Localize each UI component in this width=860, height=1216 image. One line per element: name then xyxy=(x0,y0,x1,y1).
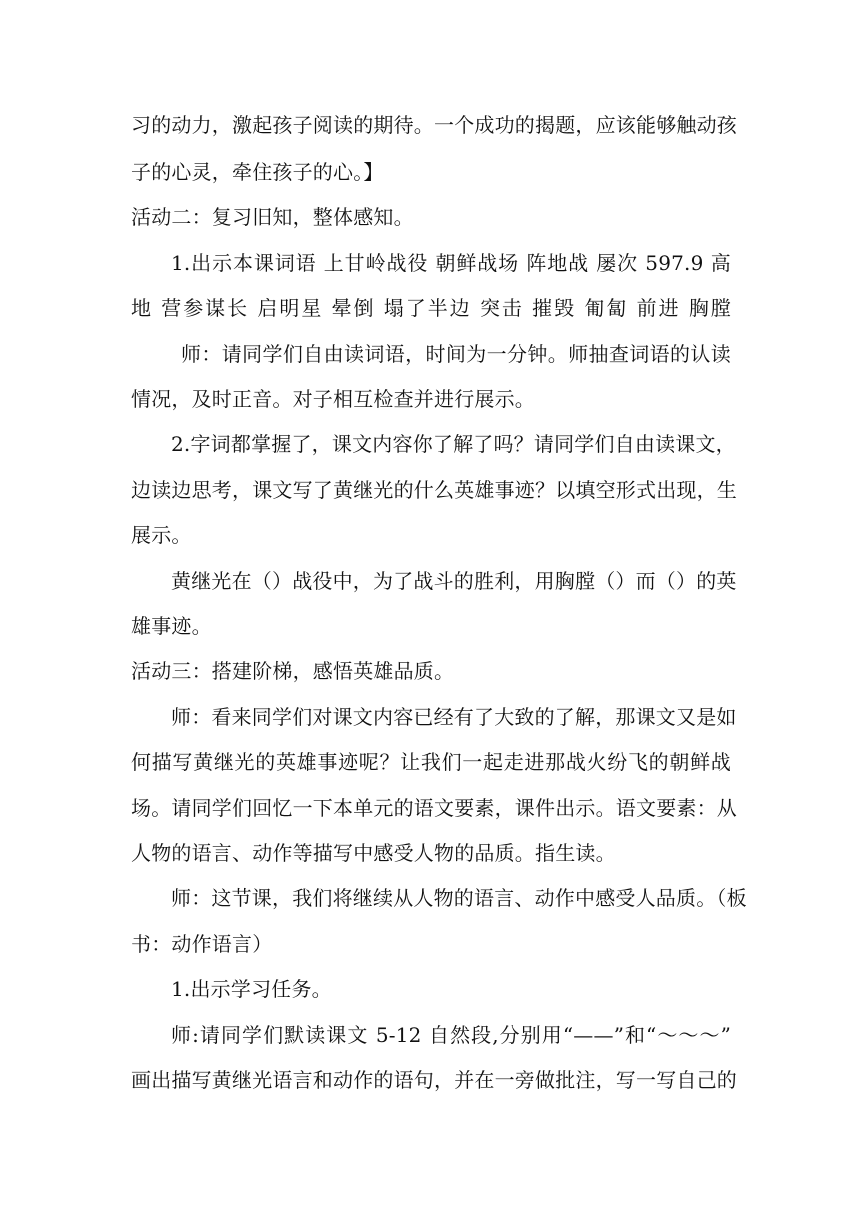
paragraph-line: 师：这节课，我们将继续从人物的语言、动作中感受人品质。（板 xyxy=(171,886,747,910)
paragraph-line: 师：请同学们自由读词语，时间为一分钟。师抽查词语的认读 xyxy=(181,342,731,366)
paragraph-line: 何描写黄继光的英雄事迹呢？让我们一起走进那战火纷飞的朝鲜战 xyxy=(131,750,731,774)
paragraph-line: 画出描写黄继光语言和动作的语句，并在一旁做批注，写一写自己的 xyxy=(131,1068,737,1092)
paragraph-line: 雄事迹。 xyxy=(131,614,212,638)
section-heading: 活动三：搭建阶梯，感悟英雄品质。 xyxy=(131,659,455,683)
paragraph-line: 师：看来同学们对课文内容已经有了大致的了解，那课文又是如 xyxy=(171,705,737,729)
paragraph-line: 书：动作语言） xyxy=(131,932,273,956)
paragraph-line: 情况，及时正音。对子相互检查并进行展示。 xyxy=(131,387,535,411)
paragraph-line: 人物的语言、动作等描写中感受人物的品质。指生读。 xyxy=(131,841,616,865)
paragraph-line: 地 营参谋长 启明星 晕倒 塌了半边 突击 摧毁 匍匐 前进 胸膛 xyxy=(131,296,731,320)
paragraph-line: 1.出示本课词语 上甘岭战役 朝鲜战场 阵地战 屡次 597.9 高 xyxy=(171,251,731,275)
paragraph-line: 习的动力，激起孩子阅读的期待。一个成功的揭题，应该能够触动孩 xyxy=(131,113,737,137)
paragraph-line: 1.出示学习任务。 xyxy=(171,977,332,1001)
paragraph-line: 黄继光在（）战役中，为了战斗的胜利，用胸膛（）而（）的英 xyxy=(171,569,737,593)
paragraph-line: 师:请同学们默读课文 5-12 自然段,分别用“——”和“～～～” xyxy=(171,1023,731,1047)
paragraph-line: 子的心灵，牵住孩子的心。】 xyxy=(131,160,384,184)
paragraph-line: 2.字词都掌握了，课文内容你了解了吗？请同学们自由读课文， xyxy=(171,432,736,456)
section-heading: 活动二：复习旧知，整体感知。 xyxy=(131,205,414,229)
paragraph-line: 场。请同学们回忆一下本单元的语文要素，课件出示。语文要素：从 xyxy=(131,796,737,820)
paragraph-line: 边读边思考，课文写了黄继光的什么英雄事迹？以填空形式出现，生 xyxy=(131,478,737,502)
paragraph-line: 展示。 xyxy=(131,523,192,547)
